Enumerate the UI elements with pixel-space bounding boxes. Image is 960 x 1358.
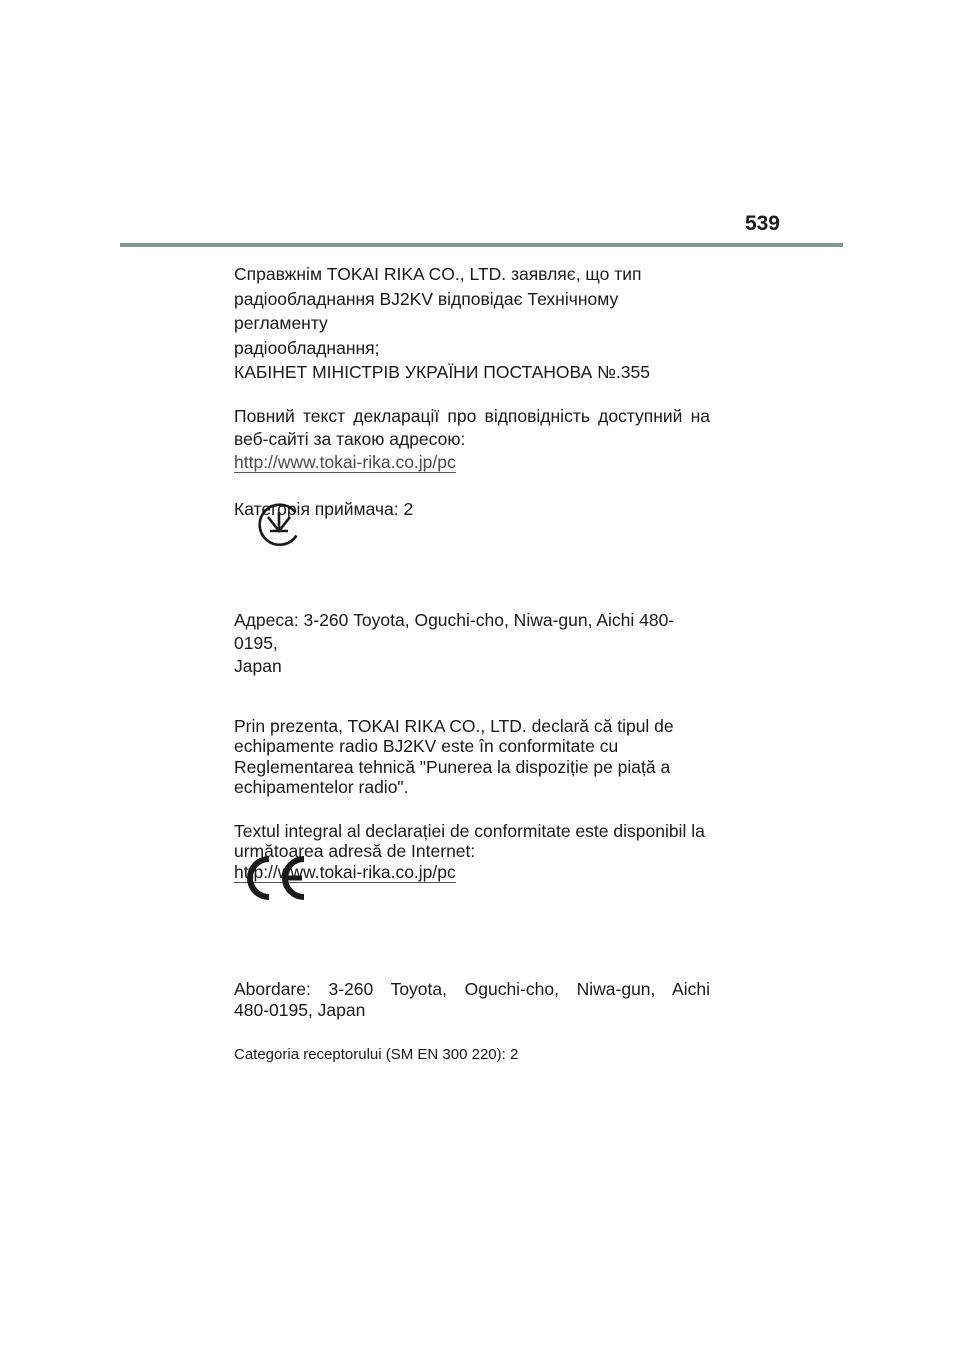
ua-full-text <box>234 405 710 474</box>
ua-declaration-url-link[interactable]: http://www.tokai-rika.co.jp/pc <box>234 451 456 472</box>
ro-declaration-url-link[interactable]: http://www.tokai-rika.co.jp/pc <box>234 861 456 882</box>
ro-declaration-line: Reglementarea tehnică "Punerea la dispoziție pe piață a <box>234 756 671 777</box>
ua-full-text-line: веб-сайті за такою адресою: <box>234 428 466 449</box>
ce-mark-icon <box>240 853 310 903</box>
ro-address-line: Abordare: 3-260 Toyota, Oguchi-cho, Niwa-gun, Aichi <box>234 978 710 999</box>
ua-address-line: Japan <box>234 655 282 676</box>
header-divider <box>120 243 843 247</box>
ua-address <box>234 609 710 678</box>
ro-declaration-line: Prin prezenta, TOKAI RIKA CO., LTD. declară că tipul de <box>234 715 674 736</box>
ua-address-line: Адреса: 3-260 Toyota, Oguchi-cho, Niwa-gun, Aichi 480-0195, <box>234 609 675 653</box>
ro-declaration <box>234 716 710 798</box>
ua-declaration-line: радіообладнання BJ2KV відповідає Технічному регламенту <box>234 288 619 333</box>
ro-declaration-line: echipamentelor radio". <box>234 777 409 797</box>
ro-full-text-line: Textul integral al declarației de conformitate este disponibil la <box>234 820 705 841</box>
ua-declaration <box>234 262 710 385</box>
ua-declaration-line: КАБІНЕТ МІНІСТРІВ УКРАЇНИ ПОСТАНОВА №.355 <box>234 362 650 382</box>
ro-receiver-category: Categoria receptorului (SM EN 300 220): 2 <box>234 1045 519 1063</box>
ro-address <box>234 979 710 1021</box>
ua-declaration-line: радіообладнання; <box>234 337 380 358</box>
ua-full-text-line: Повний текст декларації про відповідність доступний на <box>234 405 710 426</box>
ukrainian-conformity-mark-icon <box>255 500 303 548</box>
ro-declaration-line: echipamente radio BJ2KV este în conformitate cu <box>234 736 619 756</box>
page-content <box>234 262 710 1066</box>
ua-receiver-category: Категорія приймача: 2 <box>234 498 414 519</box>
ua-declaration-line: Справжнім TOKAI RIKA CO., LTD. заявляє, що тип <box>234 264 642 284</box>
ro-full-text-line: următoarea adresă de Internet: <box>234 841 476 861</box>
ro-address-line: 480-0195, Japan <box>234 999 366 1020</box>
page-number: 539 <box>744 212 780 235</box>
ua-mark-spacer <box>234 521 710 609</box>
